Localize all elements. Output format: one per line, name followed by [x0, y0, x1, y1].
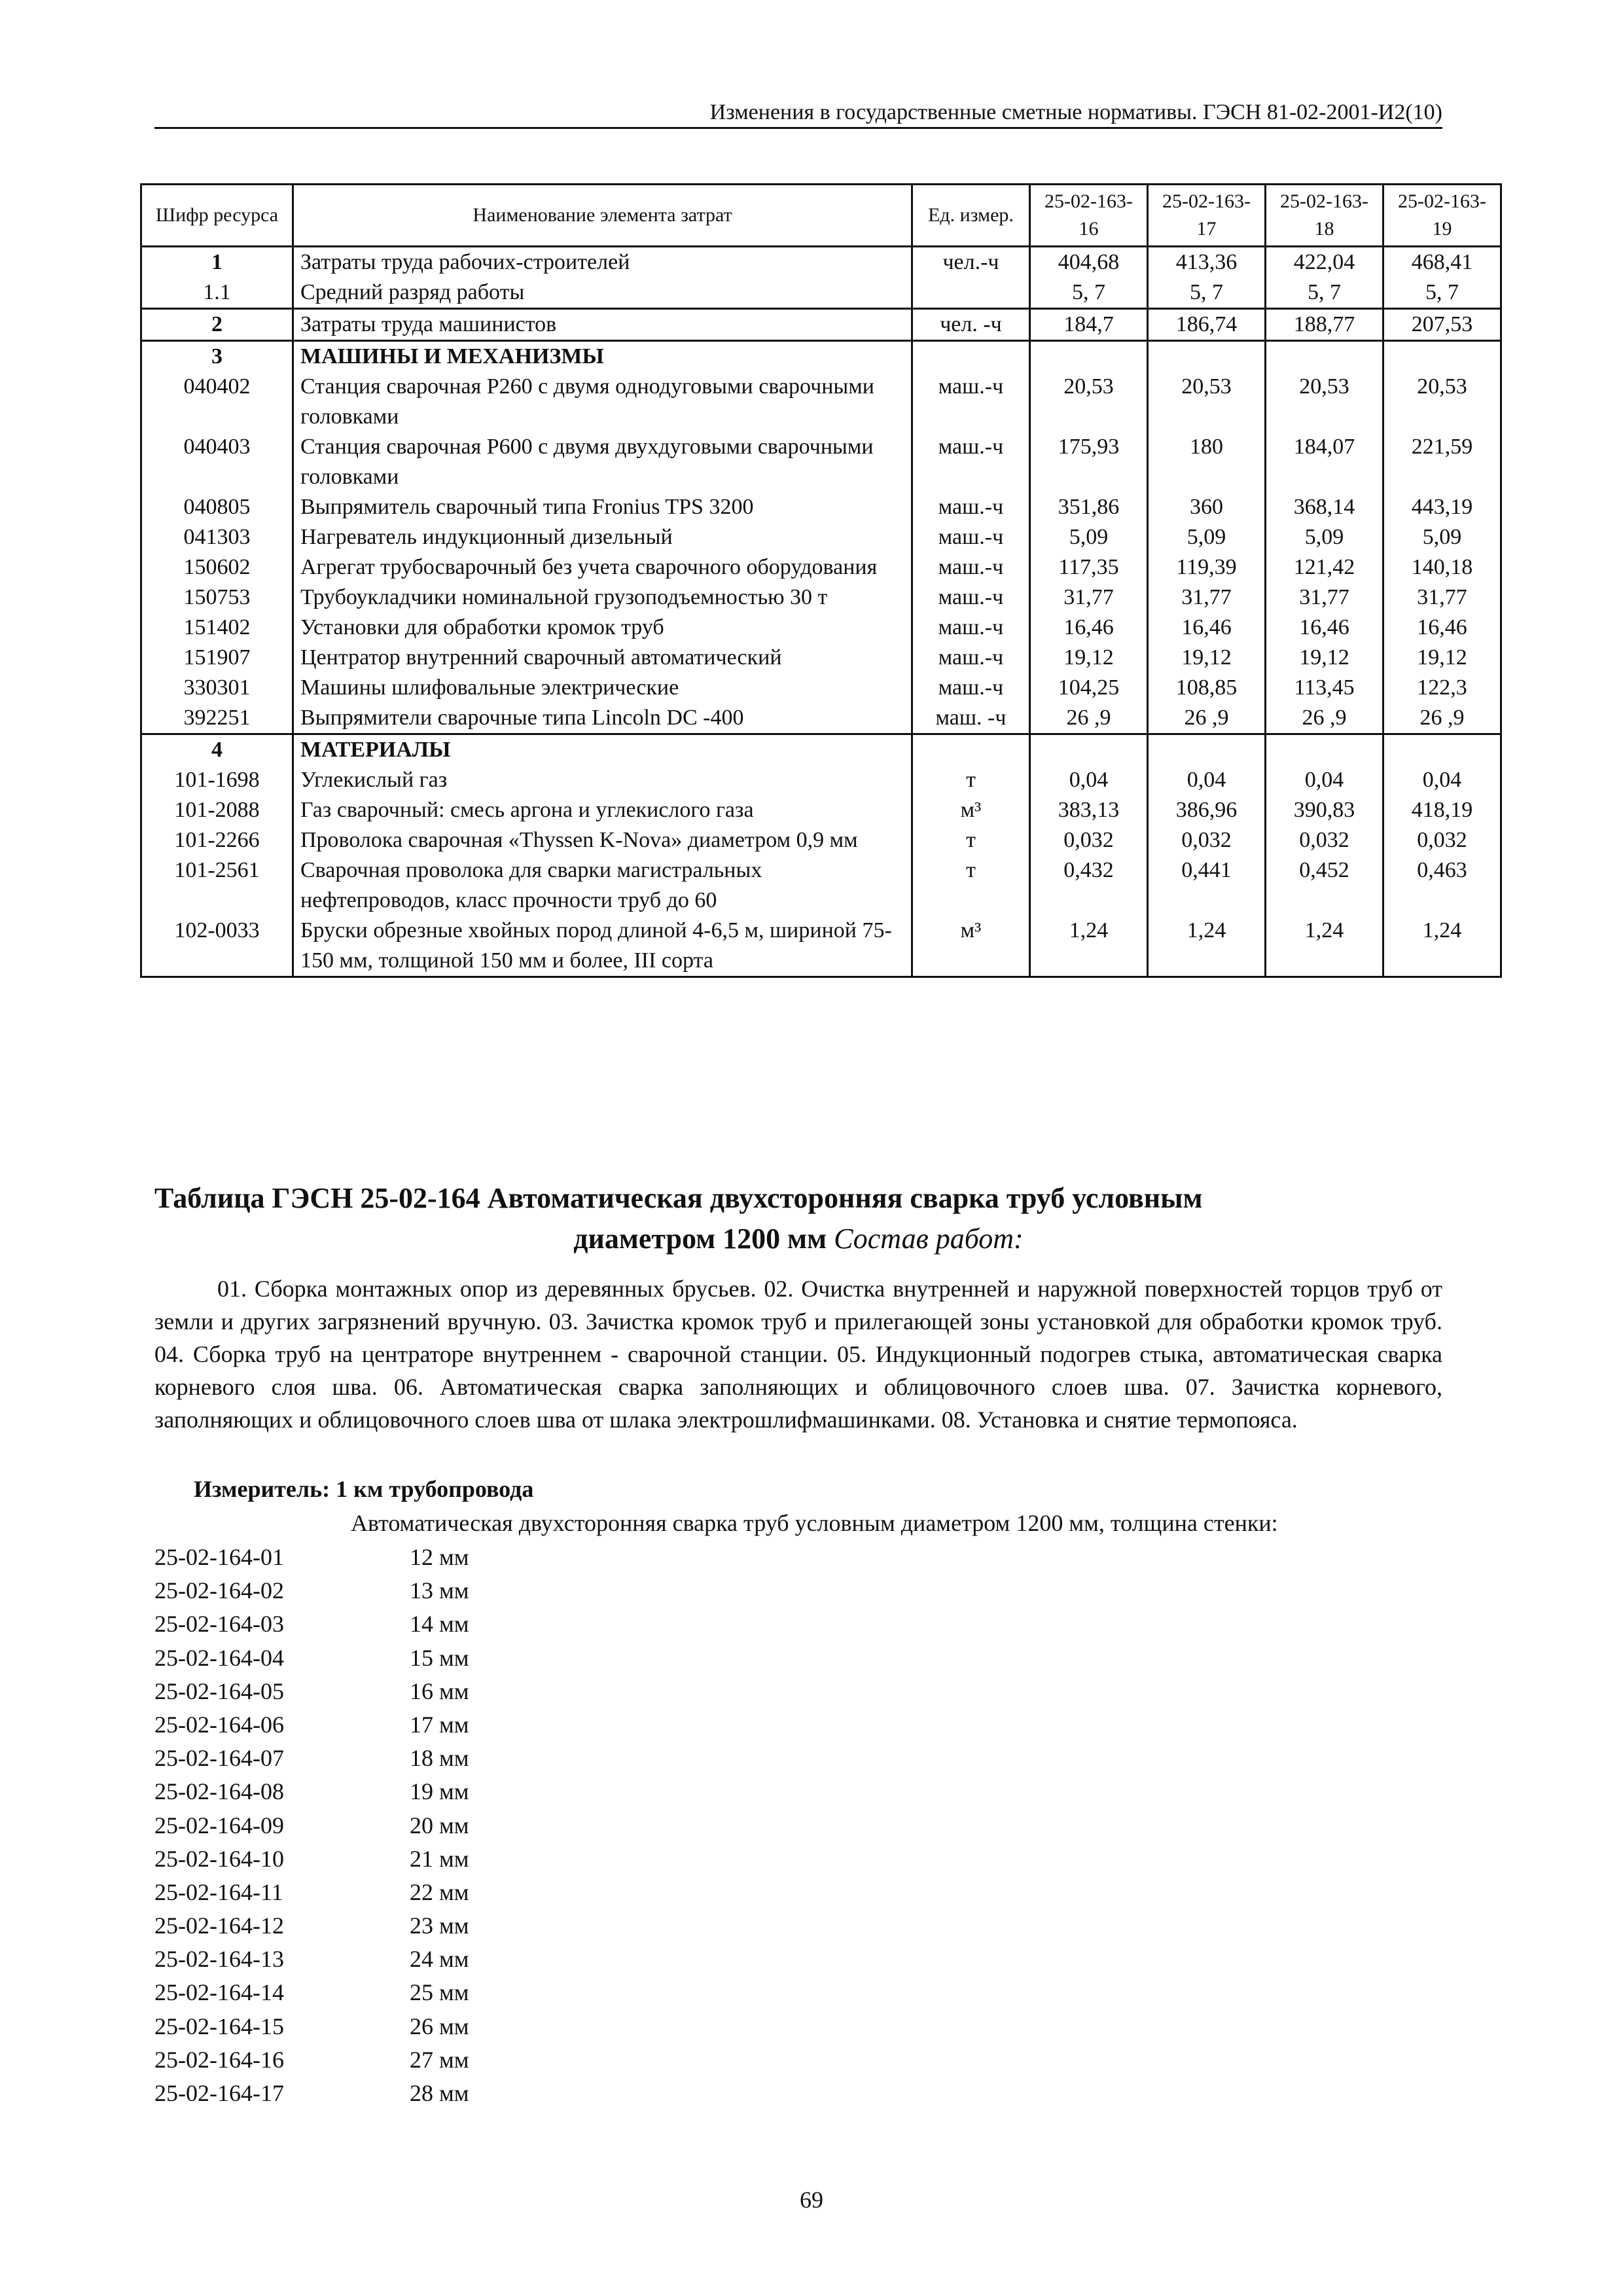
variant-thickness: 24 мм [410, 1946, 469, 1973]
row-code: 041303 [141, 522, 293, 552]
page-number: 69 [800, 2187, 823, 2213]
row-value-c2: 0,032 [1148, 825, 1266, 855]
row-value-c4 [1383, 734, 1501, 766]
row-value-c3 [1266, 341, 1383, 372]
header-rule [154, 127, 1442, 129]
variant-code: 25-02-164-05 [154, 1677, 284, 1704]
table-row [141, 795, 1501, 825]
row-code: 101-2088 [141, 795, 293, 825]
row-code: 101-1698 [141, 765, 293, 795]
row-value-c1: 184,7 [1030, 309, 1148, 341]
row-value-c2 [1148, 734, 1266, 766]
row-value-c4: 221,59 [1383, 432, 1501, 492]
variant-code: 25-02-164-01 [154, 1544, 284, 1570]
row-value-c4: 0,04 [1383, 765, 1501, 795]
row-value-c1: 104,25 [1030, 673, 1148, 703]
table-row [141, 916, 1501, 977]
row-name: Установки для обработки кромок труб [293, 613, 912, 643]
row-name: Бруски обрезные хвойных пород длиной 4-6,5 м, шириной 75-150 мм, толщиной 150 мм и более, III сорта [293, 916, 912, 977]
row-value-c3: 113,45 [1266, 673, 1383, 703]
variant-code: 25-02-164-02 [154, 1577, 284, 1604]
row-unit: маш.-ч [912, 552, 1030, 583]
row-unit: маш.-ч [912, 372, 1030, 432]
row-unit: м³ [912, 795, 1030, 825]
row-code: 4 [141, 734, 293, 766]
row-value-c2: 180 [1148, 432, 1266, 492]
row-value-c1: 0,04 [1030, 765, 1148, 795]
row-value-c3: 121,42 [1266, 552, 1383, 583]
row-unit: чел. -ч [912, 309, 1030, 341]
col-header-c1: 25-02-163-16 [1030, 185, 1148, 247]
row-value-c4: 1,24 [1383, 916, 1501, 977]
row-unit: м³ [912, 916, 1030, 977]
variant-code: 25-02-164-17 [154, 2080, 284, 2106]
variant-code: 25-02-164-13 [154, 1946, 284, 1973]
table-row [141, 855, 1501, 916]
row-name: Центратор внутренний сварочный автоматический [293, 643, 912, 673]
table-row [141, 825, 1501, 855]
row-value-c4: 0,032 [1383, 825, 1501, 855]
row-value-c1: 5, 7 [1030, 278, 1148, 309]
table-title [154, 1178, 1442, 1259]
col-header-name: Наименование элемента затрат [293, 185, 912, 247]
row-name: МАШИНЫ И МЕХАНИЗМЫ [293, 341, 912, 372]
row-value-c3: 1,24 [1266, 916, 1383, 977]
variant-row [154, 2077, 606, 2110]
row-value-c1: 19,12 [1030, 643, 1148, 673]
row-unit: маш.-ч [912, 522, 1030, 552]
col-header-c2: 25-02-163-17 [1148, 185, 1266, 247]
row-value-c3: 0,032 [1266, 825, 1383, 855]
table-row [141, 341, 1501, 372]
table-body [141, 247, 1501, 977]
variant-thickness: 14 мм [410, 1611, 469, 1638]
row-value-c1: 117,35 [1030, 552, 1148, 583]
variant-thickness: 17 мм [410, 1711, 469, 1738]
row-code: 1 [141, 247, 293, 278]
row-value-c3: 26 ,9 [1266, 703, 1383, 734]
row-code: 040403 [141, 432, 293, 492]
row-value-c1: 20,53 [1030, 372, 1148, 432]
row-value-c1: 351,86 [1030, 492, 1148, 522]
variant-thickness: 15 мм [410, 1644, 469, 1671]
row-value-c3: 5,09 [1266, 522, 1383, 552]
row-value-c1 [1030, 341, 1148, 372]
variant-row [154, 1842, 606, 1876]
row-value-c4: 443,19 [1383, 492, 1501, 522]
row-unit: чел.-ч [912, 247, 1030, 278]
col-header-c4: 25-02-163-19 [1383, 185, 1501, 247]
row-value-c1: 1,24 [1030, 916, 1148, 977]
row-name: Станция сварочная Р600 с двумя двухдуговыми сварочными головками [293, 432, 912, 492]
variant-thickness: 13 мм [410, 1577, 469, 1604]
variant-row [154, 1909, 606, 1943]
row-code: 102-0033 [141, 916, 293, 977]
variant-code: 25-02-164-03 [154, 1611, 284, 1638]
row-code: 101-2266 [141, 825, 293, 855]
row-value-c2: 0,441 [1148, 855, 1266, 916]
table-row [141, 278, 1501, 309]
variant-row [154, 1675, 606, 1708]
table-row [141, 734, 1501, 766]
row-value-c4: 16,46 [1383, 613, 1501, 643]
row-name: Нагреватель индукционный дизельный [293, 522, 912, 552]
row-value-c1: 26 ,9 [1030, 703, 1148, 734]
variant-thickness: 16 мм [410, 1677, 469, 1704]
row-value-c1: 0,032 [1030, 825, 1148, 855]
row-name: Станция сварочная Р260 с двумя однодуговыми сварочными головками [293, 372, 912, 432]
row-code: 392251 [141, 703, 293, 734]
variant-row [154, 1775, 606, 1808]
row-value-c4: 31,77 [1383, 583, 1501, 613]
row-value-c2: 108,85 [1148, 673, 1266, 703]
variant-thickness: 20 мм [410, 1812, 469, 1839]
row-unit: маш.-ч [912, 643, 1030, 673]
row-name: Затраты труда рабочих-строителей [293, 247, 912, 278]
row-value-c2: 413,36 [1148, 247, 1266, 278]
row-name: МАТЕРИАЛЫ [293, 734, 912, 766]
variant-row [154, 1541, 606, 1574]
row-name: Средний разряд работы [293, 278, 912, 309]
row-code: 040402 [141, 372, 293, 432]
table-row [141, 552, 1501, 583]
variant-code: 25-02-164-07 [154, 1745, 284, 1772]
table-row [141, 673, 1501, 703]
row-code: 150602 [141, 552, 293, 583]
variant-row [154, 1708, 606, 1742]
row-value-c4: 140,18 [1383, 552, 1501, 583]
row-name: Углекислый газ [293, 765, 912, 795]
row-unit: маш.-ч [912, 492, 1030, 522]
table-title-line2 [154, 1219, 1442, 1259]
row-value-c4: 20,53 [1383, 372, 1501, 432]
row-name: Выпрямители сварочные типа Lincoln DC -400 [293, 703, 912, 734]
row-unit: маш.-ч [912, 432, 1030, 492]
variant-thickness: 27 мм [410, 2046, 469, 2073]
row-value-c1: 404,68 [1030, 247, 1148, 278]
table-row [141, 613, 1501, 643]
variant-thickness: 21 мм [410, 1845, 469, 1872]
table-row [141, 703, 1501, 734]
row-unit: т [912, 765, 1030, 795]
row-code: 1.1 [141, 278, 293, 309]
row-value-c3: 19,12 [1266, 643, 1383, 673]
variant-code: 25-02-164-14 [154, 1979, 284, 2006]
row-value-c3: 422,04 [1266, 247, 1383, 278]
row-code: 2 [141, 309, 293, 341]
row-value-c1: 0,432 [1030, 855, 1148, 916]
variant-row [154, 1742, 606, 1775]
variant-thickness: 19 мм [410, 1778, 469, 1805]
variant-code: 25-02-164-04 [154, 1644, 284, 1671]
variant-thickness: 26 мм [410, 2013, 469, 2039]
col-header-c3: 25-02-163-18 [1266, 185, 1383, 247]
col-header-unit: Ед. измер. [912, 185, 1030, 247]
variant-list [154, 1541, 606, 2110]
row-value-c4: 5, 7 [1383, 278, 1501, 309]
variant-row [154, 2010, 606, 2043]
row-value-c1: 383,13 [1030, 795, 1148, 825]
row-value-c2: 26 ,9 [1148, 703, 1266, 734]
row-value-c3: 0,452 [1266, 855, 1383, 916]
work-description: 01. Сборка монтажных опор из деревянных брусьев. 02. Очистка внутренней и наружной поверхностей торцов труб от земли и других загрязнений вручную. 03. Зачистка кромок труб и прилегающей зоны установкой для обработки кромок труб. 04. Сборка труб на центраторе внутреннем - сварочной станции. 05. Индукционный подогрев стыка, автоматическая сварка корневого слоя шва. 06. Автоматическая сварка заполняющих и облицовочного слоев шва. 07. Зачистка корневого, заполняющих и облицовочного слоев шва от шлака электрошлифмашинками. 08. Установка и снятие термопояса. [154, 1276, 1442, 1433]
meter-line: Измеритель: 1 км трубопровода [194, 1476, 534, 1502]
row-value-c2 [1148, 341, 1266, 372]
row-value-c3: 16,46 [1266, 613, 1383, 643]
table-row [141, 372, 1501, 432]
row-unit: маш. -ч [912, 703, 1030, 734]
table-row [141, 492, 1501, 522]
row-value-c2: 386,96 [1148, 795, 1266, 825]
variant-row [154, 1641, 606, 1675]
variant-thickness: 25 мм [410, 1979, 469, 2006]
row-code: 330301 [141, 673, 293, 703]
row-value-c4: 19,12 [1383, 643, 1501, 673]
row-value-c1 [1030, 734, 1148, 766]
row-value-c1: 175,93 [1030, 432, 1148, 492]
variant-thickness: 22 мм [410, 1878, 469, 1905]
row-value-c2: 19,12 [1148, 643, 1266, 673]
row-value-c3: 368,14 [1266, 492, 1383, 522]
row-unit [912, 734, 1030, 766]
row-value-c3: 188,77 [1266, 309, 1383, 341]
variant-row [154, 1574, 606, 1607]
row-value-c4: 418,19 [1383, 795, 1501, 825]
variant-code: 25-02-164-11 [154, 1878, 283, 1905]
row-name: Агрегат трубосварочный без учета сварочного оборудования [293, 552, 912, 583]
row-name: Выпрямитель сварочный типа Fronius TPS 3200 [293, 492, 912, 522]
row-code: 040805 [141, 492, 293, 522]
row-value-c2: 0,04 [1148, 765, 1266, 795]
table-row [141, 522, 1501, 552]
row-code: 151907 [141, 643, 293, 673]
row-value-c3: 0,04 [1266, 765, 1383, 795]
row-value-c3: 390,83 [1266, 795, 1383, 825]
variant-code: 25-02-164-15 [154, 2013, 284, 2039]
row-value-c1: 16,46 [1030, 613, 1148, 643]
variant-heading: Автоматическая двухсторонняя сварка труб условным диаметром 1200 мм, толщина стенки: [351, 1510, 1278, 1536]
row-value-c2: 20,53 [1148, 372, 1266, 432]
row-name: Трубоукладчики номинальной грузоподъемностью 30 т [293, 583, 912, 613]
table-row [141, 765, 1501, 795]
row-value-c4 [1383, 341, 1501, 372]
row-value-c3: 31,77 [1266, 583, 1383, 613]
row-unit: т [912, 855, 1030, 916]
row-value-c4: 0,463 [1383, 855, 1501, 916]
variant-code: 25-02-164-06 [154, 1711, 284, 1738]
variant-row [154, 2043, 606, 2077]
row-name: Затраты труда машинистов [293, 309, 912, 341]
row-unit [912, 278, 1030, 309]
row-value-c2: 1,24 [1148, 916, 1266, 977]
variant-code: 25-02-164-09 [154, 1812, 284, 1839]
row-name: Машины шлифовальные электрические [293, 673, 912, 703]
table-title-line1: Таблица ГЭСН 25-02-164 Автоматическая двухсторонняя сварка труб условным [154, 1182, 1203, 1214]
variant-code: 25-02-164-08 [154, 1778, 284, 1805]
row-value-c3 [1266, 734, 1383, 766]
row-value-c3: 5, 7 [1266, 278, 1383, 309]
row-value-c4: 207,53 [1383, 309, 1501, 341]
row-value-c4: 5,09 [1383, 522, 1501, 552]
col-header-code: Шифр ресурса [141, 185, 293, 247]
variant-code: 25-02-164-16 [154, 2046, 284, 2073]
row-value-c2: 119,39 [1148, 552, 1266, 583]
row-value-c2: 5,09 [1148, 522, 1266, 552]
variant-thickness: 28 мм [410, 2080, 469, 2106]
table-title-line2-text: диаметром 1200 мм [573, 1223, 827, 1255]
variant-thickness: 18 мм [410, 1745, 469, 1772]
variant-code: 25-02-164-10 [154, 1845, 284, 1872]
row-code: 101-2561 [141, 855, 293, 916]
row-value-c4: 468,41 [1383, 247, 1501, 278]
row-value-c1: 5,09 [1030, 522, 1148, 552]
running-header: Изменения в государственные сметные нормативы. ГЭСН 81-02-2001-И2(10) [709, 100, 1442, 124]
table-row [141, 247, 1501, 278]
row-code: 151402 [141, 613, 293, 643]
row-value-c2: 16,46 [1148, 613, 1266, 643]
row-unit [912, 341, 1030, 372]
table-row [141, 583, 1501, 613]
variant-row [154, 1809, 606, 1842]
variant-thickness: 12 мм [410, 1544, 469, 1570]
row-code: 3 [141, 341, 293, 372]
row-value-c2: 5, 7 [1148, 278, 1266, 309]
row-unit: т [912, 825, 1030, 855]
variant-row [154, 1607, 606, 1641]
row-name: Проволока сварочная «Thyssen K-Nova» диаметром 0,9 мм [293, 825, 912, 855]
row-unit: маш.-ч [912, 613, 1030, 643]
work-composition-label: Состав работ: [834, 1223, 1024, 1255]
variant-row [154, 1976, 606, 2009]
row-name: Сварочная проволока для сварки магистральных нефтепроводов, класс прочности труб до 60 [293, 855, 912, 916]
resource-table [140, 183, 1502, 978]
variant-code: 25-02-164-12 [154, 1912, 284, 1939]
row-code: 150753 [141, 583, 293, 613]
row-value-c1: 31,77 [1030, 583, 1148, 613]
row-name: Газ сварочный: смесь аргона и углекислого газа [293, 795, 912, 825]
row-value-c4: 122,3 [1383, 673, 1501, 703]
table-row [141, 432, 1501, 492]
row-value-c4: 26 ,9 [1383, 703, 1501, 734]
table-header-row [141, 185, 1501, 247]
variant-row [154, 1943, 606, 1976]
variant-thickness: 23 мм [410, 1912, 469, 1939]
table-row [141, 643, 1501, 673]
table-row [141, 309, 1501, 341]
row-value-c2: 31,77 [1148, 583, 1266, 613]
row-unit: маш.-ч [912, 583, 1030, 613]
row-value-c2: 186,74 [1148, 309, 1266, 341]
row-value-c2: 360 [1148, 492, 1266, 522]
row-unit: маш.-ч [912, 673, 1030, 703]
row-value-c3: 184,07 [1266, 432, 1383, 492]
row-value-c3: 20,53 [1266, 372, 1383, 432]
variant-row [154, 1876, 606, 1909]
